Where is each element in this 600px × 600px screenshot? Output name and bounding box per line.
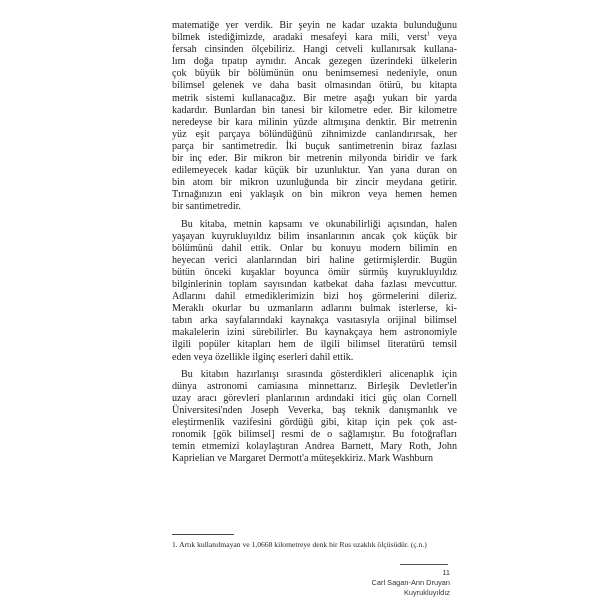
text-line: Tırnağınızın eni yaklaşık on bin mikron veya hemen hemen (172, 189, 457, 201)
text-line: Adlarını dahil etmediklerimizin bizi hoş görmelerini dileriz. (172, 291, 457, 303)
text-line: kadardır. Bunlardan bin tanesi bir kilometre eder. Bir kilometre (172, 104, 457, 116)
text-line: makalelerin izini sürebilirler. Bu kaynakçaya hem astronomiyle (172, 327, 457, 339)
text-line: ronomik [gök bilimsel] resmi de o sağlamıştır. Bu fotoğrafları (172, 429, 457, 441)
text-line: temin etmemizi kolaylaştıran Andrea Barnett, Mary Roth, John (172, 441, 457, 453)
text-line: Meraklı okurlar bu uzmanların adlarını bulmak isterlerse, ki- (172, 303, 457, 315)
text-line: bin atom bir mikron uzunluğunda bir zincir meydana getirir. (172, 177, 457, 189)
page-number: 11 (442, 568, 450, 577)
text-line: Bu kitabın hazırlanışı sırasında gösterdikleri alicenaplık için (181, 368, 457, 380)
text-line: bir santimetredir. (172, 201, 241, 213)
text-line: bilginlerinin toplam sayısından katbekat daha fazlası mevcuttur. (172, 278, 457, 290)
text-line: eleştirmenlik vazifesini gördüğü gibi, kitap için pek çok ast- (172, 417, 457, 428)
text-line: fersah cinsinden ölçebiliriz. Hangi cetveli kullanırsak kullana- (172, 44, 457, 56)
text-line: Üniversitesi'nden Joseph Veverka, baş teknik danışmanlık ve (172, 404, 457, 416)
text-line: tabın arka sayfalarındaki kaynakça vasıtasıyla orijinal bilimsel (172, 315, 457, 327)
text-line: lım doğa tıpatıp aynıdır. Ancak gezegen üzerindeki ülkelerin (172, 56, 457, 68)
text-line: bilmek istediğimizde, aradaki mesafeyi kara mili, verst$^1$ veya (172, 31, 457, 44)
footnote: 1. Artık kullanılmayan ve 1,0668 kilometreye denk bir Rus uzaklık ölçüsüdür. (ç.n.) (172, 540, 427, 549)
text-line: yaşayan kuyrukluyıldız bilim insanlarının ancak çok küçük bir (172, 230, 457, 242)
text-line: matematiğe yer verdik. Bir şeyin ne kadar uzakta bulunduğunu (172, 20, 457, 31)
running-title: Kuyrukluyıldız (403, 588, 450, 597)
text-line: neredeyse bir kara milinin yüzde altmışına denktir. Bir metrenin (172, 116, 457, 128)
paragraph-2 (172, 219, 457, 364)
text-line: parça bir santimetredir. İki buçuk santimetrenin biraz fazlası (172, 140, 457, 152)
text-line: uzay aracı görevleri planlarının ardındaki itici güç olan Cornell (172, 392, 457, 404)
body-text (172, 20, 457, 470)
folio-rule (400, 564, 448, 565)
folio (310, 568, 450, 598)
text-line: Bu kitaba, metnin kapsamı ve okunabilirliği açısından, halen (181, 218, 457, 230)
text-line: bilimsel gelenek ve daha basit olmasından ötürü, bu kitapta (172, 80, 457, 92)
text-line: bir inç eder. Bir mikron bir metrenin milyonda biridir ve fark (172, 153, 457, 165)
text-line: eden veya özellikle ilginç eserleri dahil ettik. (172, 351, 354, 363)
text-line: bölümünü dahil ettik. Onlar bu konuyu modern bilimin en (172, 242, 457, 254)
text-line: edilemeyecek kadar küçük bir uzunluktur. Yan yana duran on (172, 165, 457, 177)
text-line: dünya astronomi camiasına minnettarız. Birleşik Devletler'in (172, 380, 457, 392)
text-line: çok büyük bir bölümünün onu benimsemesi nedeniyle, onun (172, 68, 457, 80)
text-line: heyecan verici alanlarından biri haline getirmişlerdir. Bugün (172, 254, 457, 266)
text-line: ilgili popüler kitapları hem de ilgili bilimsel literatürü temsil (172, 339, 457, 351)
text-line: metrik sistemi kullanacağız. Bir metre aşağı yukarı bir yarda (172, 92, 457, 104)
running-author: Carl Sagan-Ann Druyan (371, 578, 450, 587)
text-line: yüz eşit parçaya bölündüğünü zihnimizde canlandırırsak, her (172, 128, 457, 140)
text-line: Kaprielian ve Margaret Dermott'a müteşekkiriz. Mark Washburn (172, 453, 434, 465)
paragraph-1 (172, 20, 457, 214)
text-line: bütün önceki kuşaklar boyunca ömür sürmüş kuyrukluyıldız (172, 266, 457, 278)
paragraph-3 (172, 369, 457, 466)
footnote-rule (172, 534, 234, 535)
